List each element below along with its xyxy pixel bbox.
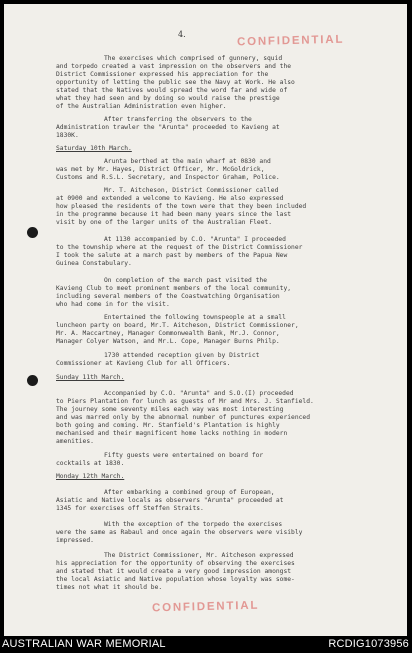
text-line: Fifty guests were entertained on board for [104, 452, 264, 459]
text-line: With the exception of the torpedo the exercises [104, 521, 283, 528]
text-line: at 0900 and extended a welcome to Kavieng. He also expressed [56, 195, 284, 202]
text-line: amenities. [56, 438, 94, 445]
confidential-stamp-bottom: CONFIDENTIAL [151, 599, 260, 615]
section-heading: Sunday 11th March. [56, 374, 125, 381]
section-heading: Monday 12th March. [56, 473, 125, 480]
text-line: and was marred only by the abnormal number of punctures experienced [56, 414, 311, 421]
text-line: The exercises which comprised of gunnery, squid [104, 55, 283, 62]
text-line: visit by one of the larger units of the Australian Fleet. [56, 219, 273, 226]
text-line: who had come in for the visit. [56, 301, 170, 308]
text-line: Entertained the following townspeople at a small [104, 314, 286, 321]
text-line: Mr. T. Aitcheson, District Commissioner called [104, 187, 279, 194]
text-line: stated that the Natives would spread the word far and wide of [56, 87, 288, 94]
text-line: The District Commissioner, Mr. Aitcheson expressed [104, 552, 294, 559]
text-line: Commissioner at Kavieng Club for all Officers. [56, 360, 231, 367]
text-line: opportunity of letting the public see the Navy at Work. He also [56, 79, 295, 86]
text-line: Arunta berthed at the main wharf at 0830 and [104, 158, 271, 165]
text-line: Customs and R.S.L. Secretary, and Inspector Graham, Police. [56, 174, 280, 181]
text-line: including several members of the Coastwatching Organisation [56, 293, 280, 300]
page-number: 4. [178, 30, 186, 39]
text-line: and stated that it would create a very good impression amongst [56, 568, 292, 575]
text-line: Guinea Constabulary. [56, 260, 132, 267]
section-heading: Saturday 10th March. [56, 145, 132, 152]
text-line: and torpedo created a vast impression on the observers and the [56, 63, 292, 70]
punch-hole-icon [27, 375, 38, 386]
text-line: I took the salute at a march past by members of the Papua New [56, 252, 288, 259]
text-line: of the Australian Administration even higher. [56, 103, 227, 110]
text-line: 1830K. [56, 132, 79, 139]
text-line: 1730 attended reception given by District [104, 352, 260, 359]
footer-record-id: RCDIG1073956 [328, 638, 409, 650]
text-line: his appreciation for the opportunity of observing the exercises [56, 560, 295, 567]
text-line: District Commissioner expressed his appreciation for the [56, 71, 269, 78]
text-line: how pleased the residents of the town were that they been included [56, 203, 307, 210]
text-line: was met by Mr. Hayes, District Officer, Mr. McGoldrick, [56, 166, 265, 173]
text-line: After transferring the observers to the [104, 116, 252, 123]
text-line: the local Asiatic and Native population whose loyalty was some- [56, 576, 295, 583]
text-line: After embarking a combined group of European, [104, 489, 275, 496]
text-line: both going and coming. Mr. Stanfield's Plantation is highly [56, 422, 280, 429]
text-line: Manager Colyer Watson, and Mr.L. Cope, Manager Burns Philp. [56, 338, 280, 345]
text-line: times not what it should be. [56, 584, 163, 591]
text-line: The journey some seventy miles each way was most interesting [56, 406, 284, 413]
text-line: were the same as Rabaul and once again the observers were visibly [56, 529, 303, 536]
confidential-stamp-top: CONFIDENTIAL [236, 33, 345, 49]
text-line: Accompanied by C.O. "Arunta" and S.O.(I) proceeded [104, 390, 294, 397]
text-line: cocktails at 1830. [56, 460, 125, 467]
text-line: in the programme because it had been many years since the last [56, 211, 292, 218]
text-line: to the township where at the request of the District Commissioner [56, 244, 303, 251]
text-line: At 1130 accompanied by C.O. "Arunta" I proceeded [104, 236, 286, 243]
text-line: On completion of the march past visited the [104, 277, 268, 284]
text-line: 1345 for exercises off Steffen Straits. [56, 505, 204, 512]
text-line: to Piers Plantation for lunch as guests of Mr and Mrs. J. Stanfield. [56, 398, 314, 405]
footer-institution: AUSTRALIAN WAR MEMORIAL [2, 638, 166, 650]
text-line: luncheon party on board, Mr.T. Aitcheson, District Commissioner, [56, 322, 299, 329]
document-page [4, 4, 407, 636]
punch-hole-icon [27, 227, 38, 238]
footer-bar [0, 636, 412, 653]
text-line: Administration trawler the "Arunta" proceeded to Kavieng at [56, 124, 280, 131]
text-line: impressed. [56, 537, 94, 544]
text-line: what they had seen and by doing so would raise the prestige [56, 95, 280, 102]
text-line: Kavieng Club to meet prominent members of the local community, [56, 285, 292, 292]
text-line: mechanised and their magnificent home lacks nothing in modern [56, 430, 288, 437]
text-line: Asiatic and Native locals as observers "Arunta" proceeded at [56, 497, 284, 504]
text-line: Mr. A. Maccartney, Manager Commonwealth Bank, Mr.J. Connor, [56, 330, 280, 337]
